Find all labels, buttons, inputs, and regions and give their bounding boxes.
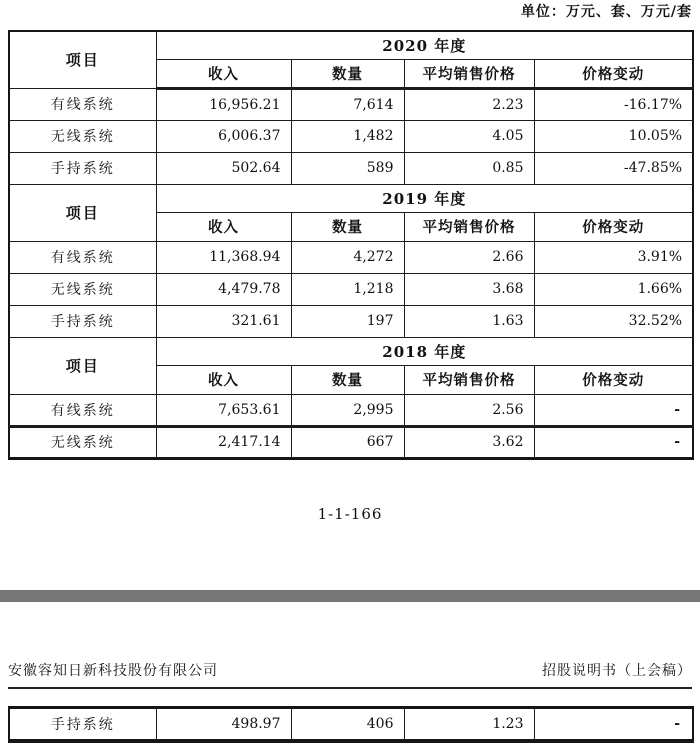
section-header-2020 (9, 31, 693, 59)
item-cell: 有线系统 (9, 88, 156, 120)
revenue-cell: 2,417.14 (156, 426, 291, 458)
col-header-quantity: 数量 (291, 365, 404, 394)
price-cell: 4.05 (404, 120, 534, 152)
change-cell: - (534, 394, 693, 426)
table-continuation (8, 706, 694, 743)
year-header: 2020 年度 (156, 31, 693, 59)
table-row (9, 88, 693, 120)
col-header-quantity: 数量 (291, 59, 404, 88)
price-cell: 1.63 (404, 305, 534, 337)
price-cell: 3.68 (404, 273, 534, 305)
col-header-avg-price: 平均销售价格 (404, 212, 534, 241)
col-header-revenue: 收入 (156, 59, 291, 88)
price-cell: 2.56 (404, 394, 534, 426)
unit-note: 单位：万元、套、万元/套 (520, 4, 692, 20)
revenue-cell: 7,653.61 (156, 394, 291, 426)
revenue-cell: 11,368.94 (156, 241, 291, 273)
item-cell: 手持系统 (9, 305, 156, 337)
table-row (9, 120, 693, 152)
item-cell: 手持系统 (9, 152, 156, 184)
table-row (9, 708, 693, 741)
revenue-cell: 4,479.78 (156, 273, 291, 305)
change-cell: - (534, 708, 693, 741)
change-cell: - (534, 426, 693, 458)
quantity-cell: 4,272 (291, 241, 404, 273)
change-cell: 3.91% (534, 241, 693, 273)
item-header: 项目 (9, 337, 156, 394)
col-header-avg-price: 平均销售价格 (404, 365, 534, 394)
company-name: 安徽容知日新科技股份有限公司 (8, 663, 218, 679)
change-cell: 32.52% (534, 305, 693, 337)
item-header: 项目 (9, 184, 156, 241)
change-cell: 1.66% (534, 273, 693, 305)
col-header-quantity: 数量 (291, 212, 404, 241)
col-header-revenue: 收入 (156, 365, 291, 394)
page-break-divider (0, 590, 700, 602)
change-cell: 10.05% (534, 120, 693, 152)
quantity-cell: 406 (291, 708, 404, 741)
year-header: 2018 年度 (156, 337, 693, 365)
revenue-cell: 498.97 (156, 708, 291, 741)
quantity-cell: 1,218 (291, 273, 404, 305)
col-header-price-change: 价格变动 (534, 365, 693, 394)
table-row (9, 152, 693, 184)
item-cell: 无线系统 (9, 426, 156, 458)
sales-price-table (8, 30, 694, 460)
col-header-revenue: 收入 (156, 212, 291, 241)
running-header (8, 660, 692, 689)
col-header-price-change: 价格变动 (534, 212, 693, 241)
quantity-cell: 197 (291, 305, 404, 337)
item-cell: 无线系统 (9, 273, 156, 305)
change-cell: -16.17% (534, 88, 693, 120)
section-header-2018 (9, 337, 693, 365)
quantity-cell: 667 (291, 426, 404, 458)
revenue-cell: 502.64 (156, 152, 291, 184)
price-cell: 2.23 (404, 88, 534, 120)
quantity-cell: 589 (291, 152, 404, 184)
change-cell: -47.85% (534, 152, 693, 184)
table-row (9, 426, 693, 458)
item-cell: 手持系统 (9, 708, 156, 741)
table-row (9, 394, 693, 426)
table-row (9, 241, 693, 273)
table-row (9, 273, 693, 305)
price-cell: 2.66 (404, 241, 534, 273)
year-header: 2019 年度 (156, 184, 693, 212)
doc-title: 招股说明书（上会稿） (542, 663, 692, 679)
quantity-cell: 1,482 (291, 120, 404, 152)
quantity-cell: 7,614 (291, 88, 404, 120)
col-header-avg-price: 平均销售价格 (404, 59, 534, 88)
revenue-cell: 16,956.21 (156, 88, 291, 120)
item-header: 项目 (9, 31, 156, 88)
price-cell: 0.85 (404, 152, 534, 184)
item-cell: 有线系统 (9, 394, 156, 426)
table-row (9, 305, 693, 337)
item-cell: 无线系统 (9, 120, 156, 152)
col-header-price-change: 价格变动 (534, 59, 693, 88)
page-number: 1-1-166 (317, 505, 383, 523)
item-cell: 有线系统 (9, 241, 156, 273)
section-header-2019 (9, 184, 693, 212)
price-cell: 3.62 (404, 426, 534, 458)
price-cell: 1.23 (404, 708, 534, 741)
revenue-cell: 6,006.37 (156, 120, 291, 152)
quantity-cell: 2,995 (291, 394, 404, 426)
revenue-cell: 321.61 (156, 305, 291, 337)
